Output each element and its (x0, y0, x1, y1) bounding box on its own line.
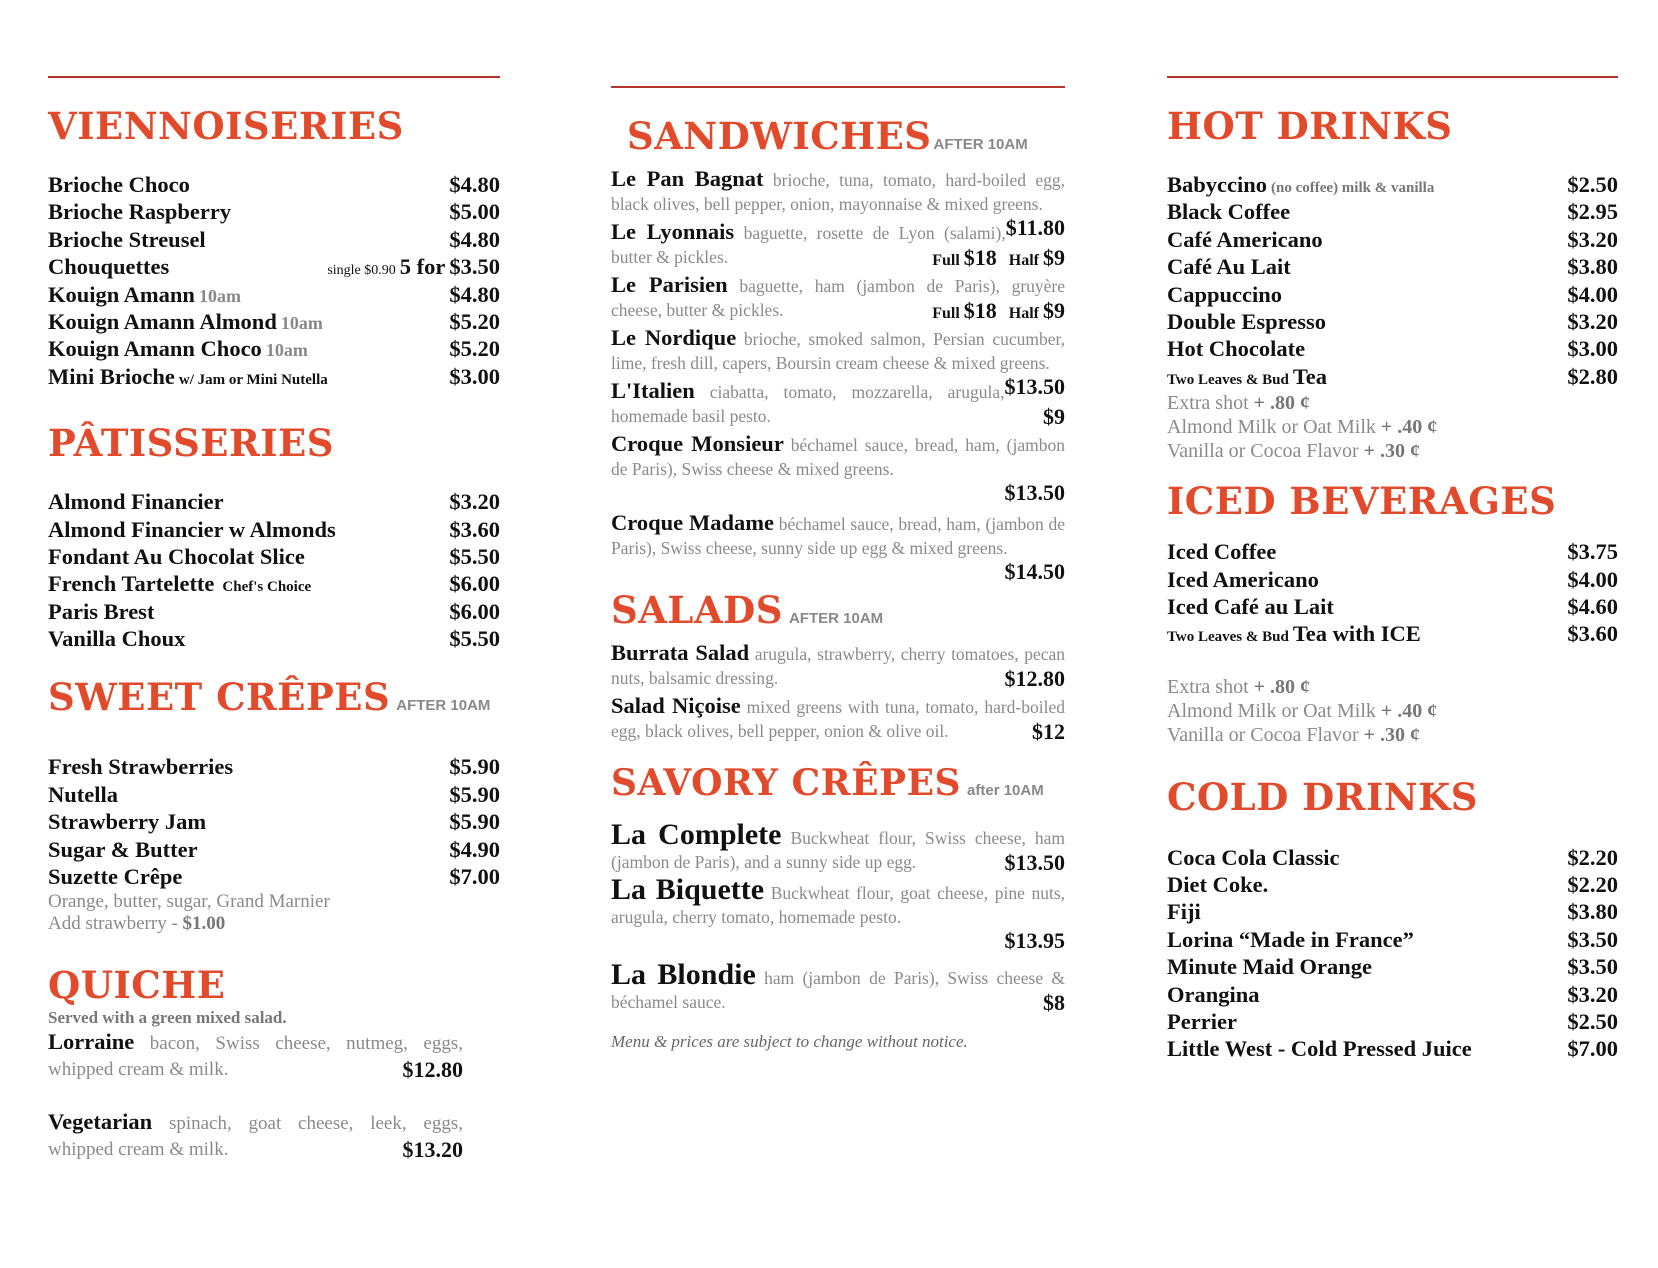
menu-item (48, 254, 500, 281)
section-title-cold-drinks: COLD DRINKS (1167, 774, 1479, 819)
price-label: Half (1008, 251, 1039, 269)
menu-item (611, 220, 1065, 269)
item-price: $4.00 (1567, 566, 1618, 592)
hot-drinks-list (1167, 172, 1618, 463)
column-right (1167, 76, 1618, 1064)
item-name: Mini Brioche (48, 363, 175, 389)
item-price: $4.00 (1567, 281, 1618, 307)
item-price: $13.50 (1004, 849, 1065, 875)
item-name: Iced Americano (1167, 566, 1319, 592)
item-name: Diet Coke. (1167, 872, 1269, 898)
item-note: (no coffee) milk & vanilla (1271, 180, 1435, 196)
item-brand: Two Leaves & Bud (1167, 629, 1289, 646)
extra-option (1167, 723, 1618, 747)
item-price: $6.00 (449, 571, 500, 597)
savory-crepes-list (611, 818, 1066, 1015)
item-note: Chef's Choice (222, 579, 312, 596)
sandwiches-list (611, 167, 1065, 584)
item-description: arugula, strawberry, cherry tomatoes, pecan nuts, balsamic dressing. (611, 644, 1066, 688)
section-subtitle: after 10AM (967, 782, 1044, 799)
item-price: $3.00 (1567, 336, 1618, 362)
extra-price: + .40 ¢ (1380, 416, 1438, 439)
item-name: Perrier (1167, 1009, 1237, 1035)
item-price (932, 246, 1065, 273)
item-price: $3.80 (1567, 254, 1618, 280)
item-price: $4.90 (449, 836, 500, 862)
menu-item (611, 511, 1065, 584)
quiche-list (48, 1007, 463, 1163)
item-description: brioche, tuna, tomato, hard-boiled egg, black olives, bell pepper, onion, mayonnaise & mixed greens. (611, 170, 1066, 214)
menu-item (48, 172, 500, 199)
section-title-text: SALADS (611, 588, 783, 632)
item-description: bacon, Swiss cheese, nutmeg, eggs, whipped cream & milk. (48, 1033, 464, 1081)
section-title-text: SANDWICHES (627, 114, 932, 158)
column-middle (611, 86, 1065, 1052)
cold-drinks-list (1167, 845, 1618, 1064)
section-title-viennoiseries: VIENNOISERIES (48, 104, 404, 148)
footer-note: Menu & prices are subject to change without notice. (611, 1032, 968, 1051)
menu-item (611, 432, 1065, 505)
price-value: $18 (963, 297, 997, 323)
item-price: $2.20 (1567, 872, 1618, 898)
menu-item (1167, 227, 1618, 254)
section-title-text: SWEET CRÊPES (48, 675, 391, 720)
item-description: béchamel sauce, bread, ham, (jambon de Paris), Swiss cheese, sunny side up egg & mixed greens. (611, 514, 1065, 558)
item-name: French Tartelette (48, 571, 215, 597)
extra-option (1167, 391, 1618, 415)
item-price: $4.80 (449, 281, 500, 307)
extra-price: + .30 ¢ (1363, 440, 1421, 463)
item-name: Kouign Amann Almond (48, 308, 277, 334)
item-note: 10am (280, 312, 323, 333)
item-description: spinach, goat cheese, leek, eggs, whipped cream & milk. (48, 1113, 463, 1161)
menu-item (48, 809, 500, 836)
menu-item (1167, 927, 1618, 954)
menu-item (48, 199, 500, 226)
section-subtitle: AFTER 10AM (788, 610, 884, 627)
menu-item (1167, 199, 1618, 226)
item-name: Lorina “Made in France” (1167, 926, 1414, 952)
menu-item (1167, 594, 1618, 621)
item-description: baguette, rosette de Lyon (salami), butter & pickles. (611, 223, 1006, 267)
item-note: 10am (265, 340, 308, 361)
menu-item (1167, 954, 1618, 981)
extra-option (1167, 439, 1618, 463)
item-price: $5.90 (449, 754, 500, 780)
item-price: $3.60 (1567, 621, 1618, 647)
extra-option (1167, 699, 1618, 723)
menu-item (1167, 567, 1618, 594)
item-name: Café Americano (1167, 226, 1323, 252)
item-price: $3.50 (449, 254, 500, 280)
item-price: $3.60 (449, 516, 500, 542)
item-price: $14.50 (1004, 559, 1065, 584)
item-name: Minute Maid Orange (1167, 954, 1372, 980)
item-name: Almond Financier (48, 489, 224, 515)
item-name: Chouquettes (48, 254, 170, 280)
item-name: Paris Brest (48, 598, 155, 624)
menu-item (1167, 621, 1618, 648)
extra-label: Extra shot (1167, 675, 1249, 698)
item-name: Croque Madame (611, 510, 775, 535)
add-on-label: Add strawberry - (48, 913, 183, 935)
menu-item (611, 273, 1065, 322)
menu-item (1167, 872, 1618, 899)
item-name: Iced Café au Lait (1167, 593, 1334, 619)
item-description: baguette, ham (jambon de Paris), gruyère cheese, butter & pickles. (611, 276, 1066, 320)
menu-item (48, 544, 500, 571)
item-name: Babyccino (1167, 172, 1268, 197)
extra-option (1167, 675, 1618, 699)
extra-price: + .40 ¢ (1380, 699, 1438, 722)
menu-item (611, 694, 1065, 743)
item-price: $2.95 (1567, 199, 1618, 225)
menu-item (48, 227, 500, 254)
item-price: $5.50 (449, 626, 500, 652)
item-name: Sugar & Butter (48, 836, 198, 862)
item-price: $2.20 (1567, 844, 1618, 870)
item-name: Le Parisien (611, 272, 728, 297)
item-price: $2.50 (1567, 172, 1618, 197)
menu-item (1167, 1009, 1618, 1036)
item-description: ham (jambon de Paris), Swiss cheese & béchamel sauce. (611, 968, 1066, 1012)
item-description: béchamel sauce, bread, ham, (jambon de Paris), Swiss cheese & mixed greens. (611, 435, 1065, 479)
extra-price: + .30 ¢ (1363, 723, 1421, 746)
menu-item (611, 958, 1066, 1015)
item-name: Coca Cola Classic (1167, 844, 1340, 870)
menu-item (1167, 282, 1618, 309)
menu-item (611, 873, 1065, 953)
item-name: Strawberry Jam (48, 809, 207, 835)
menu-item (611, 818, 1066, 875)
menu-item (611, 379, 1065, 428)
item-price: $7.00 (1567, 1036, 1618, 1062)
menu-item (48, 489, 500, 516)
item-price: $2.80 (1567, 363, 1618, 389)
extra-label: Vanilla or Cocoa Flavor (1167, 723, 1359, 746)
item-price: $3.80 (1567, 899, 1618, 925)
menu-item (48, 517, 500, 544)
menu-item (1167, 172, 1618, 199)
divider (611, 86, 1065, 88)
menu-item (48, 282, 500, 309)
section-title-hot-drinks: HOT DRINKS (1167, 104, 1453, 148)
item-price: $12.80 (1004, 665, 1065, 691)
item-name: Vegetarian (48, 1109, 153, 1135)
extra-price: + .80 ¢ (1253, 392, 1311, 415)
price-label: Full (932, 251, 960, 269)
item-price: $5.90 (449, 781, 500, 807)
section-title-iced-beverages: ICED BEVERAGES (1167, 479, 1557, 524)
menu-item (1167, 539, 1618, 566)
divider (1167, 76, 1618, 78)
item-price: $3.20 (1567, 308, 1618, 334)
item-price: $5.50 (449, 543, 500, 569)
section-title-text: SAVORY CRÊPES (611, 762, 962, 804)
menu-item (48, 364, 500, 391)
item-name: Fresh Strawberries (48, 754, 234, 780)
item-price: $13.50 (1004, 374, 1065, 399)
extra-label: Vanilla or Cocoa Flavor (1167, 440, 1359, 463)
menu-item (611, 641, 1065, 690)
item-name: Fondant Au Chocolat Slice (48, 543, 305, 569)
item-price: $3.20 (1567, 981, 1618, 1007)
menu-item (48, 309, 500, 336)
item-price: $2.50 (1567, 1009, 1618, 1035)
menu-item (1167, 254, 1618, 281)
item-name: Iced Coffee (1167, 539, 1277, 565)
menu-item (1167, 364, 1618, 391)
item-note: w/ Jam or Mini Nutella (178, 371, 328, 388)
salads-list (611, 641, 1065, 743)
menu-item (48, 336, 500, 363)
item-name: Brioche Choco (48, 172, 190, 197)
menu-item (48, 754, 500, 781)
menu-item (48, 1029, 463, 1083)
item-name: Burrata Salad (611, 640, 750, 665)
item-price: $3.50 (1567, 926, 1618, 952)
item-price: $13.50 (1004, 480, 1065, 505)
column-left (48, 76, 500, 1163)
item-name: La Biquette (611, 873, 765, 906)
menu-item (48, 1109, 463, 1163)
item-price: $8 (1043, 989, 1065, 1015)
menu-item (48, 626, 500, 653)
item-note: 5 for (399, 254, 446, 280)
item-description: brioche, smoked salmon, Persian cucumber, lime, fresh dill, capers, Boursin cream cheese & mixed greens. (611, 329, 1065, 373)
item-name: Little West - Cold Pressed Juice (1167, 1036, 1472, 1062)
section-title-patisseries: PÂTISSERIES (48, 421, 334, 466)
menu-item (48, 864, 500, 891)
item-name: Hot Chocolate (1167, 336, 1306, 362)
item-name: Croque Monsieur (611, 431, 784, 456)
item-price: $4.60 (1567, 593, 1618, 619)
price-label: Half (1008, 304, 1039, 322)
section-title-quiche: QUICHE (48, 963, 226, 1008)
item-description: mixed greens with tuna, tomato, hard-boiled egg, black olives, bell pepper, onion & olive oil. (611, 697, 1065, 741)
item-name: Nutella (48, 781, 118, 807)
price-value: $9 (1043, 244, 1065, 270)
item-price: $5.00 (449, 199, 500, 225)
item-name: Orangina (1167, 981, 1260, 1007)
menu-item (1167, 982, 1618, 1009)
patisseries-list (48, 489, 500, 653)
item-description: ciabatta, tomato, mozzarella, arugula, homemade basil pesto. (611, 382, 1005, 426)
section-subtitle: AFTER 10AM (933, 136, 1028, 153)
item-name: Brioche Raspberry (48, 199, 232, 225)
item-name: Fiji (1167, 899, 1201, 925)
item-price: $6.00 (449, 598, 500, 624)
item-price: $13.95 (1004, 928, 1065, 953)
item-price: $3.00 (449, 363, 500, 389)
item-name: L'Italien (611, 378, 695, 403)
item-price: $12.80 (402, 1057, 463, 1083)
item-description: Buckwheat flour, Swiss cheese, ham (jambon de Paris), and a sunny side up egg. (611, 828, 1066, 872)
extra-label: Almond Milk or Oat Milk (1167, 699, 1376, 722)
item-price: $5.20 (449, 336, 500, 362)
menu-item (48, 571, 500, 598)
iced-beverages-list (1167, 539, 1618, 747)
item-price: $3.75 (1567, 539, 1618, 565)
item-name: La Complete (611, 818, 782, 851)
item-price (932, 299, 1065, 326)
price-value: $18 (963, 244, 997, 270)
item-price: $12 (1032, 718, 1065, 744)
menu-item (48, 599, 500, 626)
section-title-sweet-crepes (48, 675, 500, 728)
item-name: Kouign Amann Choco (48, 336, 262, 362)
extra-price: + .80 ¢ (1253, 675, 1311, 698)
add-on (48, 913, 500, 935)
menu-item (48, 782, 500, 809)
item-name: Suzette Crêpe (48, 864, 183, 890)
extra-option (1167, 415, 1618, 439)
item-description: Orange, butter, sugar, Grand Marnier (48, 891, 330, 913)
divider (48, 76, 500, 78)
item-note: single $0.90 (327, 263, 396, 279)
item-note: 10am (198, 285, 241, 306)
item-price: $5.90 (449, 809, 500, 835)
item-name: Le Lyonnais (611, 219, 735, 244)
price-label: Full (932, 304, 960, 322)
item-description: Buckwheat flour, goat cheese, pine nuts, arugula, cherry tomato, homemade pesto. (611, 883, 1065, 927)
extra-label: Almond Milk or Oat Milk (1167, 416, 1376, 439)
item-price: $11.80 (1005, 215, 1065, 240)
price-value: $9 (1043, 297, 1065, 323)
menu-item (1167, 845, 1618, 872)
item-name: Kouign Amann (48, 281, 195, 307)
item-price: $9 (1043, 403, 1065, 429)
item-name: Almond Financier w Almonds (48, 516, 336, 542)
item-name: Black Coffee (1167, 199, 1291, 225)
menu-item (1167, 899, 1618, 926)
item-price: $3.20 (449, 489, 500, 515)
menu-item (1167, 336, 1618, 363)
section-title-savory-crepes (611, 761, 1065, 813)
item-name: Salad Niçoise (611, 693, 741, 718)
item-brand: Two Leaves & Bud (1167, 371, 1289, 388)
item-name: Tea with ICE (1292, 621, 1421, 647)
menu-item (1167, 309, 1618, 336)
item-name: Double Espresso (1167, 308, 1326, 334)
extra-label: Extra shot (1167, 392, 1249, 415)
item-name: Le Nordique (611, 325, 737, 350)
item-name: Le Pan Bagnat (611, 166, 764, 191)
item-name: Tea (1292, 363, 1328, 389)
section-subtitle: AFTER 10AM (396, 697, 491, 715)
menu-item (48, 837, 500, 864)
item-name: Lorraine (48, 1029, 135, 1055)
viennoiseries-list (48, 172, 500, 391)
menu-item (1167, 1036, 1618, 1063)
section-title-sandwiches (627, 114, 1065, 167)
item-price: $7.00 (449, 864, 500, 890)
item-price: $5.20 (449, 308, 500, 334)
item-name: Café Au Lait (1167, 254, 1291, 280)
item-price: $13.20 (402, 1137, 463, 1163)
sweet-crepes-list (48, 754, 500, 935)
quiche-served-note: Served with a green mixed salad. (48, 1008, 287, 1028)
item-name: La Blondie (611, 958, 756, 991)
item-price: $3.20 (1567, 226, 1618, 252)
item-price: $4.80 (449, 172, 500, 197)
section-title-salads (611, 588, 1065, 641)
item-name: Brioche Streusel (48, 226, 206, 252)
add-on-price: $1.00 (182, 913, 226, 935)
item-name: Vanilla Choux (48, 626, 186, 652)
item-price: $4.80 (449, 226, 500, 252)
item-price: $3.50 (1567, 954, 1618, 980)
item-name: Cappuccino (1167, 281, 1283, 307)
